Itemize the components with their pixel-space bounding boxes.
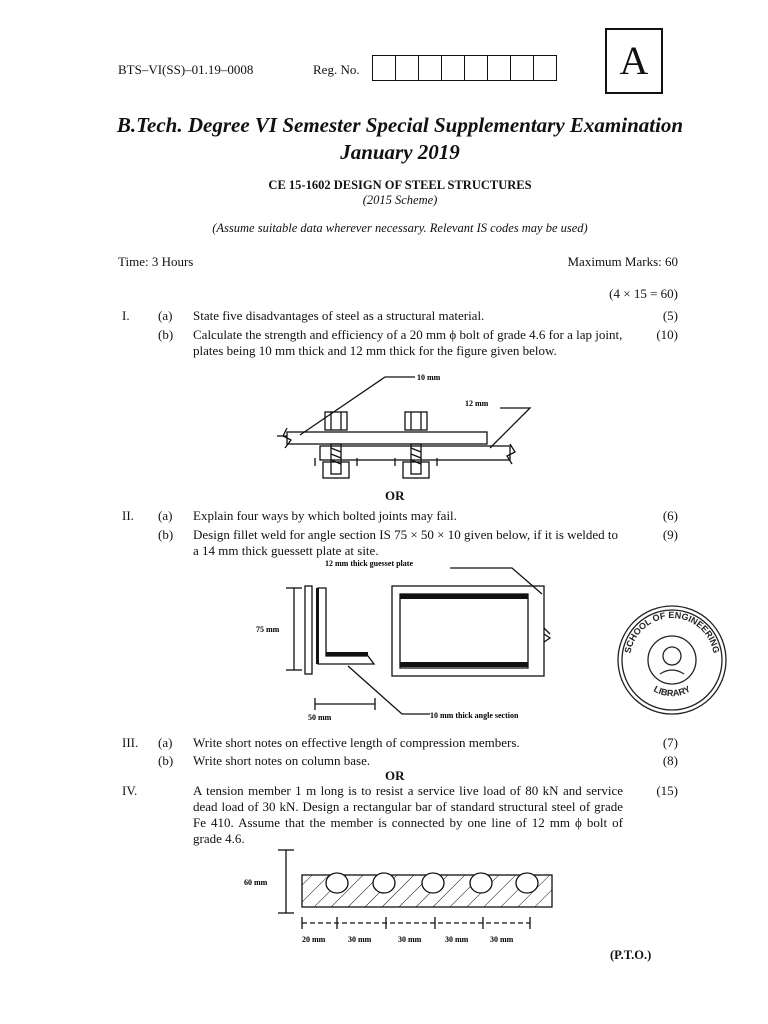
- dimension-label: 50 mm: [308, 713, 332, 722]
- part-label: (a): [158, 508, 173, 523]
- tension-bar-figure: [240, 845, 560, 955]
- question-text: Design fillet weld for angle section IS 75 × 50 × 10 given below, if it is welded to a 14 mm thick guessett plate at site.: [193, 527, 619, 558]
- paper-code: BTS–VI(SS)–01.19–0008: [118, 62, 254, 77]
- lap-joint-figure: [275, 370, 535, 490]
- question-text: Calculate the strength and efficiency of a 20 mm ϕ bolt of grade 4.6 for a lap joint, plates being 10 mm thick and 12 mm thick for the figure given below.: [193, 327, 623, 358]
- course-scheme: (2015 Scheme): [362, 193, 438, 207]
- dimension-label: 60 mm: [244, 878, 268, 887]
- question-number: III.: [122, 735, 139, 750]
- question-text: Write short notes on column base.: [193, 753, 371, 768]
- question-number: I.: [122, 308, 130, 323]
- question-marks: (8): [662, 753, 678, 768]
- or-separator: OR: [385, 768, 405, 783]
- course-name: CE 15-1602 DESIGN OF STEEL STRUCTURES: [268, 178, 532, 192]
- question-number: II.: [122, 508, 134, 523]
- dimension-label: 10 mm: [417, 373, 441, 382]
- question-set-box: A: [605, 28, 663, 94]
- question-marks: (7): [662, 735, 678, 750]
- question-number: IV.: [122, 783, 138, 798]
- reg-no-boxes: [372, 55, 557, 81]
- part-label: (b): [158, 327, 174, 342]
- pto-label: (P.T.O.): [610, 948, 652, 962]
- question-marks: (15): [656, 783, 678, 798]
- library-seal: [612, 600, 732, 718]
- question-marks: (9): [662, 527, 678, 542]
- exam-time: Time: 3 Hours: [118, 254, 194, 269]
- seal-text: SCHOOL OF ENGINEERING: [622, 609, 722, 655]
- marks-distribution: (4 × 15 = 60): [609, 286, 678, 301]
- dimension-label: 12 mm thick guesset plate: [325, 559, 413, 568]
- seal-text: LIBRARY: [652, 683, 692, 699]
- question-text: A tension member 1 m long is to resist a service live load of 80 kN and service dead load of 30 kN. Design a rectangular bar of standard structural steel of grade Fe 410. Assume that the member is connected by one line of 12 mm ϕ bolt of grade 4.6.: [193, 783, 623, 846]
- spacing-label: 30 mm: [348, 935, 372, 944]
- exam-title: B.Tech. Degree VI Semester Special Supplementary Examination: [116, 113, 684, 137]
- instruction: (Assume suitable data wherever necessary. Relevant IS codes may be used): [212, 221, 588, 235]
- or-separator: OR: [385, 488, 405, 503]
- question-marks: (5): [662, 308, 678, 323]
- reg-no-label: Reg. No.: [313, 62, 360, 77]
- question-text: State five disadvantages of steel as a structural material.: [193, 308, 485, 323]
- spacing-label: 30 mm: [490, 935, 514, 944]
- part-label: (b): [158, 753, 174, 768]
- spacing-label: 30 mm: [398, 935, 422, 944]
- question-marks: (10): [656, 327, 678, 342]
- dimension-label: 10 mm thick angle section: [430, 711, 519, 720]
- dimension-label: 75 mm: [256, 625, 280, 634]
- part-label: (a): [158, 735, 173, 750]
- part-label: (a): [158, 308, 173, 323]
- spacing-label: 30 mm: [445, 935, 469, 944]
- spacing-label: 20 mm: [302, 935, 326, 944]
- angle-weld-figure: [250, 558, 570, 728]
- exam-date: January 2019: [340, 140, 460, 164]
- dimension-label: 12 mm: [465, 399, 489, 408]
- max-marks: Maximum Marks: 60: [567, 254, 678, 269]
- question-text: Write short notes on effective length of compression members.: [193, 735, 520, 750]
- question-marks: (6): [662, 508, 678, 523]
- part-label: (b): [158, 527, 174, 542]
- question-text: Explain four ways by which bolted joints may fail.: [193, 508, 457, 523]
